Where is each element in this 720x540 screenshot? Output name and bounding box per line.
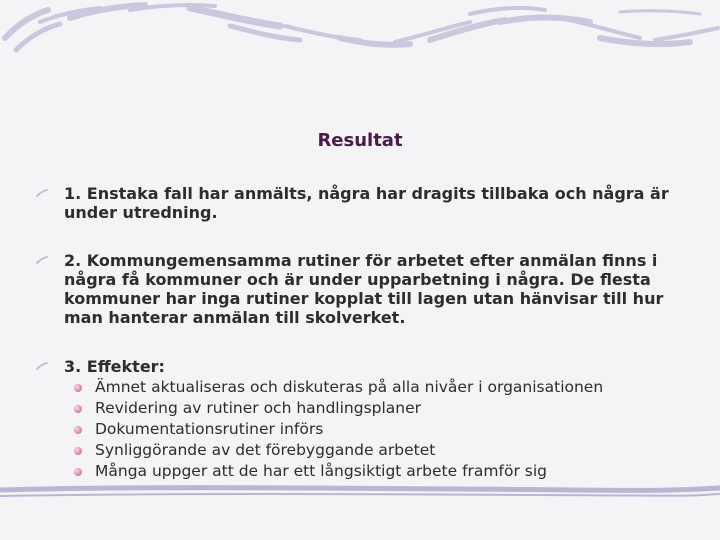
sub-bullet-5 (95, 461, 685, 482)
sub-bullet-2-text: Revidering av rutiner och handlingsplaner (95, 399, 422, 417)
bullet-2 (64, 251, 674, 327)
sub-bullet-2 (95, 398, 685, 419)
bullet-2-text: 2. Kommungemensamma rutiner för arbetet efter anmälan finns i några få kommuner och är under upparbetning i några. De flesta kommuner har inga rutiner kopplat till lagen utan hänvisar till hur man hanterar anmälan till skolverket. (64, 251, 664, 327)
bullet-stroke-icon (36, 256, 48, 264)
sub-bullet-5-text: Många uppger att de har ett långsiktigt arbete framför sig (95, 462, 547, 480)
sub-bullet-4 (95, 440, 685, 461)
pink-dot-icon (74, 405, 82, 413)
bullet-stroke-icon (36, 362, 48, 370)
pink-dot-icon (74, 468, 82, 476)
bullet-3-text: 3. Effekter: (64, 357, 165, 376)
sub-bullet-1 (95, 377, 685, 398)
sub-bullet-1-text: Ämnet aktualiseras och diskuteras på alla nivåer i organisationen (95, 378, 604, 396)
slide-title: Resultat (317, 130, 403, 151)
pink-dot-icon (74, 426, 82, 434)
bullet-3 (64, 357, 674, 376)
bullet-1-text: 1. Enstaka fall har anmälts, några har dragits tillbaka och några är under utredning. (64, 184, 669, 222)
bottom-brush-decoration (0, 480, 720, 520)
sub-bullet-3 (95, 419, 685, 440)
pink-dot-icon (74, 447, 82, 455)
sub-bullet-3-text: Dokumentationsrutiner införs (95, 420, 324, 438)
bullet-stroke-icon (36, 189, 48, 197)
pink-dot-icon (74, 384, 82, 392)
sub-bullet-4-text: Synliggörande av det förebyggande arbetet (95, 441, 436, 459)
bullet-1 (64, 184, 674, 222)
